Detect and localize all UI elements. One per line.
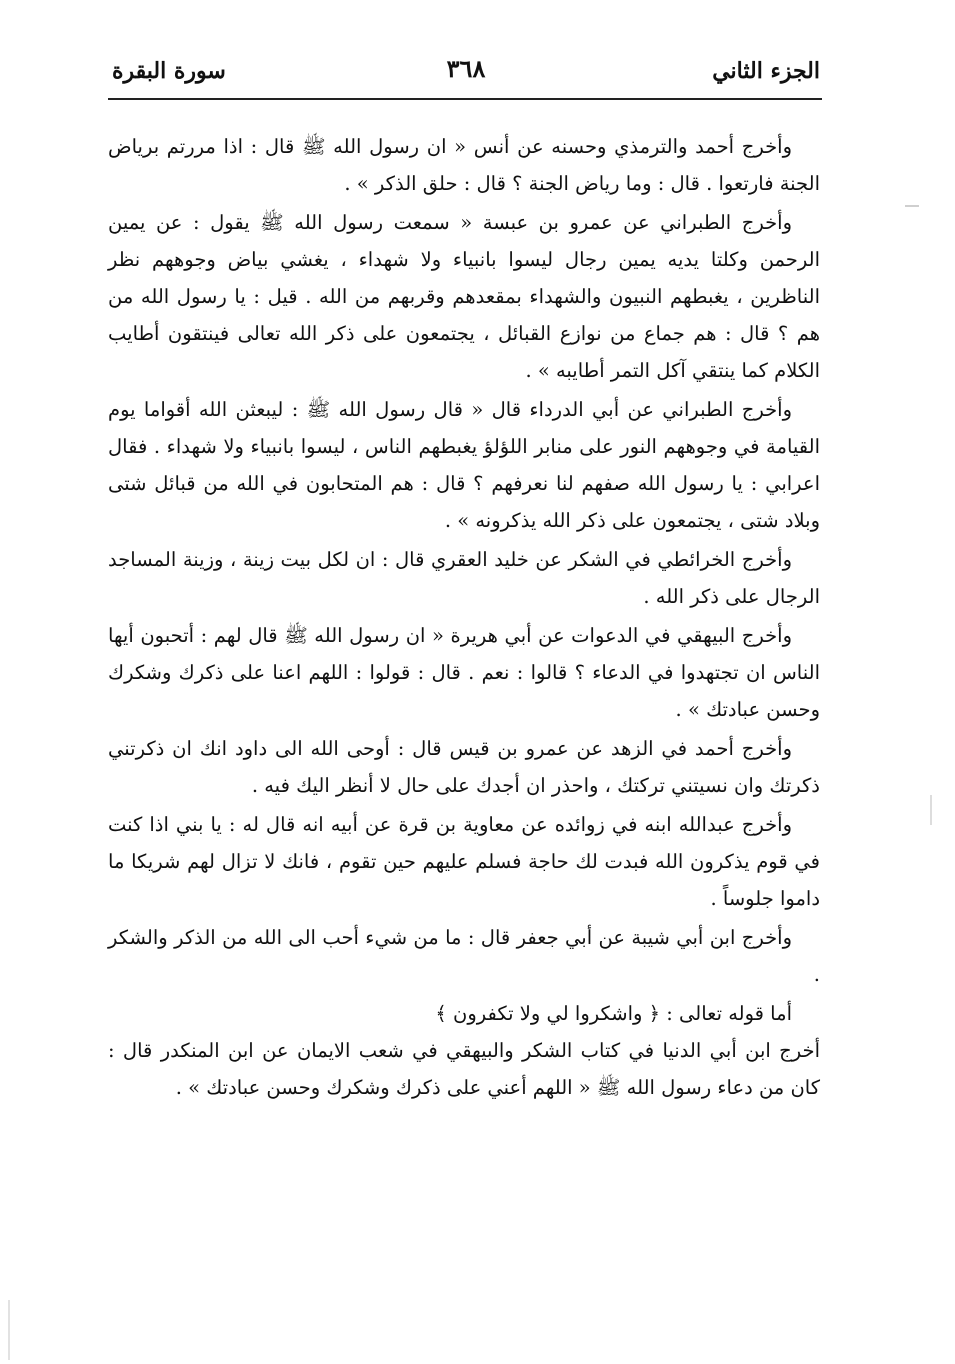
paragraph-abu-hurayra-hadith: وأخرج البيهقي في الدعوات عن أبي هريرة « ان رسول الله ﷺ قال لهم : أتحبون أيها الناس ان تجتهدوا في الدعاء ؟ قالوا : نعم . قال : قولوا : اللهم اعنا على ذكرك وشكرك وحسن عبادتك » . — [108, 624, 820, 721]
part-label: الجزء الثاني — [712, 58, 820, 84]
paragraph-khulayd-athar: وأخرج الخرائطي في الشكر عن خليد العقري قال : ان لكل بيت زينة ، وزينة المساجد الرجال على ذكر الله . — [108, 548, 820, 608]
paragraph-amr-ibn-qays-athar: وأخرج أحمد في الزهد عن عمرو بن قيس قال : أوحى الله الى داود انك ان ذكرتني ذكرتك وان نسيتني تركتك ، واحذر ان أجدك على حال لا أنظر اليك فيه . — [108, 737, 820, 797]
paragraph-ibn-al-munkadir-hadith: أخرج ابن أبي الدنيا في كتاب الشكر والبيهقي في شعب الايمان عن ابن المنكدر قال : كان من دعاء رسول الله ﷺ « اللهم أعني على ذكرك وشكرك وحسن عبادتك » . — [108, 1039, 820, 1099]
surah-label: سورة البقرة — [112, 58, 226, 84]
verse-heading: أما قوله تعالى : ﴿ واشكروا لي ولا تكفرون ﴾ — [435, 1002, 792, 1025]
page-body — [108, 128, 820, 1108]
paragraph-anas-hadith: وأخرج أحمد والترمذي وحسنه عن أنس « ان رسول الله ﷺ قال : اذا مررتم برياض الجنة فارتعوا . قال : وما رياض الجنة ؟ قال : حلق الذكر » . — [108, 135, 820, 195]
page-number: ٣٦٨ — [446, 54, 486, 83]
paragraph-amr-ibn-abasa-hadith: وأخرج الطبراني عن عمرو بن عبسة « سمعت رسول الله ﷺ يقول : عن يمين الرحمن وكلتا يديه يمين رجال ليسوا بانبياء ولا شهداء ، يغشي بياض وجوههم نظر الناظرين ، يغبطهم النبيون والشهداء بمقعدهم وقربهم من الله . قيل : يا رسول الله من هم ؟ قال : هم جماع من نوازع القبائل ، يجتمعون على ذكر الله تعالى فينتقون أطايب الكلام كما ينتقي آكل التمر أطايبه » . — [108, 211, 820, 382]
paragraph-abu-jafar-athar: وأخرج ابن أبي شيبة عن أبي جعفر قال : ما من شيء أحب الى الله من الذكر والشكر . — [108, 926, 820, 986]
header-rule — [108, 98, 822, 100]
paragraph-abu-darda-hadith: وأخرج الطبراني عن أبي الدرداء قال « قال رسول الله ﷺ : ليبعثن الله أقواما يوم القيامة في وجوههم النور على منابر اللؤلؤ يغبطهم الناس ، ليسوا بانبياء ولا شهداء . فقال اعرابي : يا رسول الله صفهم لنا نعرفهم ؟ قال : هم المتحابون في الله من قبائل شتى وبلاد شتى ، يجتمعون على ذكر الله يذكرونه » . — [108, 398, 820, 532]
paragraph-muawiya-ibn-qurra-athar: وأخرج عبدالله ابنه في زوائده عن معاوية بن قرة عن أبيه انه قال له : يا بني اذا كنت في قوم يذكرون الله فبدت لك حاجة فسلم عليهم حين تقوم ، فانك لا تزال لهم شريكا ما داموا جلوساً . — [108, 813, 820, 910]
scan-artifact — [905, 205, 919, 207]
page-header — [112, 52, 820, 96]
scan-artifact — [930, 795, 932, 825]
scan-artifact — [8, 1300, 10, 1360]
